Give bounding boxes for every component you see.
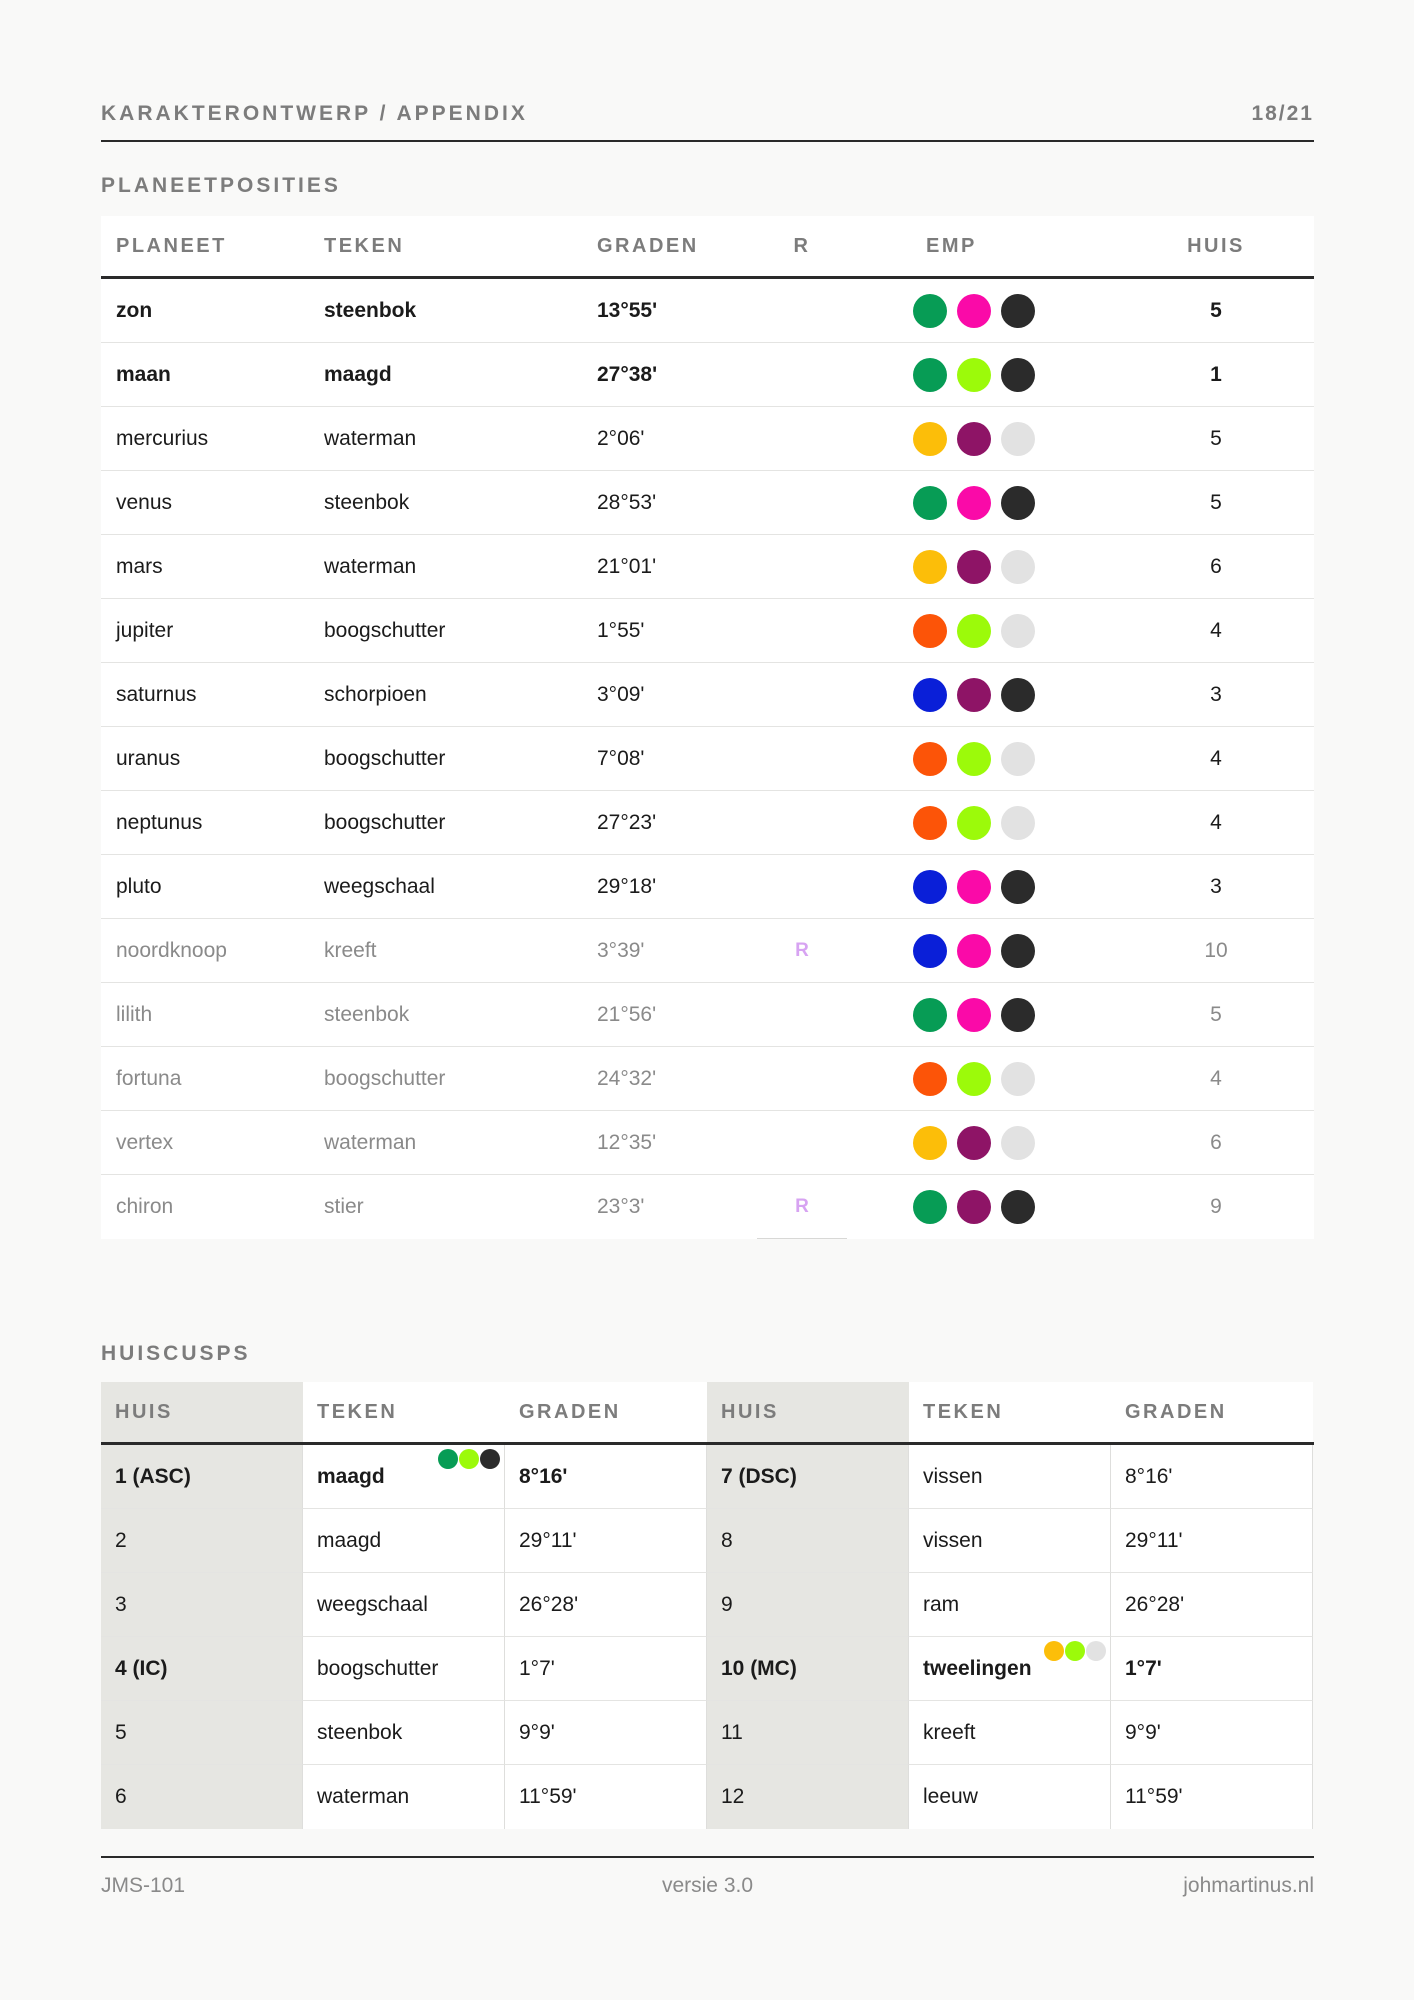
planet-degrees: 24°32' [597, 1066, 657, 1090]
planet-row [101, 471, 1314, 535]
emp-dot [1044, 1641, 1064, 1661]
house-sign-text: tweelingen [923, 1656, 1032, 1680]
planet-name: lilith [116, 1002, 153, 1026]
planet-house: 5 [1210, 298, 1222, 322]
emp-dot [957, 806, 991, 840]
planet-house: 5 [1210, 490, 1222, 514]
column-header-teken: TEKEN [324, 234, 405, 257]
emp-dot [1001, 998, 1035, 1032]
planet-row [101, 919, 1314, 983]
planet-house: 4 [1210, 810, 1222, 834]
planet-row [101, 791, 1314, 855]
house-sign [909, 1445, 1111, 1509]
retrograde-mark: R [795, 939, 809, 961]
house-row [101, 1509, 1314, 1573]
planet-sign: stier [324, 1195, 364, 1218]
retrograde-cell [757, 1047, 847, 1110]
emp-cell [913, 407, 1035, 470]
planet-name: uranus [116, 746, 181, 770]
retrograde-mark: R [795, 1196, 809, 1217]
emp-dot [913, 614, 947, 648]
planet-sign: weegschaal [324, 874, 435, 898]
planet-name: vertex [116, 1130, 174, 1154]
emp-mini-dots [438, 1449, 500, 1469]
planet-sign: waterman [324, 1130, 417, 1154]
emp-cell [913, 471, 1035, 534]
house-number: 7 (DSC) [707, 1445, 909, 1509]
emp-dot [1001, 806, 1035, 840]
house-row [101, 1701, 1314, 1765]
house-number: 8 [707, 1509, 909, 1573]
column-header-teken: TEKEN [303, 1382, 505, 1442]
emp-dots [913, 614, 1035, 648]
planet-sign: boogschutter [324, 746, 446, 770]
emp-cell [913, 279, 1035, 342]
house-sign [303, 1445, 505, 1509]
emp-dot [913, 998, 947, 1032]
footer-version: versie 3.0 [661, 1874, 754, 1897]
retrograde-cell [757, 983, 847, 1046]
retrograde-cell [757, 599, 847, 662]
planet-row [101, 1047, 1314, 1111]
emp-dot [913, 742, 947, 776]
emp-dot [913, 486, 947, 520]
emp-dot [913, 870, 947, 904]
planet-house: 3 [1210, 874, 1222, 898]
emp-dot [957, 358, 991, 392]
house-number: 10 (MC) [707, 1637, 909, 1701]
emp-dot [957, 422, 991, 456]
page-footer [101, 1856, 1314, 1897]
retrograde-cell [757, 855, 847, 918]
planet-row [101, 279, 1314, 343]
house-degrees: 1°7' [505, 1637, 707, 1701]
house-sign [303, 1573, 505, 1637]
house-sign-text: vissen [923, 1464, 983, 1488]
house-sign-text: weegschaal [317, 1592, 428, 1616]
planet-house: 3 [1210, 682, 1222, 706]
emp-dot [1001, 742, 1035, 776]
planet-row [101, 535, 1314, 599]
emp-cell [913, 535, 1035, 598]
column-header-planeet: PLANEET [116, 234, 227, 257]
emp-dots [913, 998, 1035, 1032]
emp-dots [913, 1062, 1035, 1096]
emp-dot [1001, 614, 1035, 648]
house-number: 1 (ASC) [101, 1445, 303, 1509]
column-header-huis: HUIS [101, 1382, 303, 1442]
planet-degrees: 28°53' [597, 490, 657, 514]
house-number: 3 [101, 1573, 303, 1637]
emp-dot [913, 1126, 947, 1160]
house-row [101, 1573, 1314, 1637]
planet-row [101, 983, 1314, 1047]
emp-cell [913, 727, 1035, 790]
emp-dot [459, 1449, 479, 1469]
emp-dot [1001, 1062, 1035, 1096]
house-number: 2 [101, 1509, 303, 1573]
planet-sign: waterman [324, 554, 417, 578]
emp-dot [957, 1190, 991, 1224]
emp-dot [1001, 870, 1035, 904]
planet-house: 1 [1210, 362, 1222, 386]
page-header [101, 98, 1314, 142]
emp-cell [913, 919, 1035, 982]
house-sign-text: maagd [317, 1528, 382, 1552]
house-sign-text: boogschutter [317, 1656, 439, 1680]
house-cusps-table [101, 1382, 1314, 1829]
emp-dot [913, 1062, 947, 1096]
emp-dot [957, 742, 991, 776]
emp-dot [913, 1190, 947, 1224]
emp-dot [957, 870, 991, 904]
planet-house: 4 [1210, 746, 1222, 770]
planet-degrees: 21°56' [597, 1002, 657, 1026]
retrograde-cell [757, 471, 847, 534]
planet-sign: waterman [324, 426, 417, 450]
house-sign [303, 1637, 505, 1701]
emp-dot [1001, 934, 1035, 968]
house-sign [909, 1637, 1111, 1701]
emp-dots [913, 870, 1035, 904]
planet-degrees: 3°39' [597, 938, 645, 962]
house-degrees: 11°59' [1111, 1765, 1313, 1829]
planet-sign: steenbok [324, 490, 410, 514]
house-sign [909, 1701, 1111, 1765]
planet-degrees: 23°3' [597, 1195, 645, 1218]
planets-section-title: PLANEETPOSITIES [101, 174, 341, 197]
planet-house: 10 [1204, 938, 1228, 962]
planet-house: 5 [1210, 426, 1222, 450]
house-degrees: 8°16' [1111, 1445, 1313, 1509]
house-number: 12 [707, 1765, 909, 1829]
emp-dots [913, 1126, 1035, 1160]
emp-dot [1001, 422, 1035, 456]
planet-degrees: 3°09' [597, 682, 645, 706]
houses-section-title: HUISCUSPS [101, 1342, 251, 1365]
house-degrees: 1°7' [1111, 1637, 1313, 1701]
planet-row [101, 1175, 1314, 1239]
house-degrees: 8°16' [505, 1445, 707, 1509]
house-sign [303, 1765, 505, 1829]
planet-name: chiron [116, 1195, 174, 1218]
retrograde-cell [757, 279, 847, 342]
emp-mini-dots [1044, 1641, 1106, 1661]
planet-name: venus [116, 490, 173, 514]
emp-dot [913, 934, 947, 968]
emp-cell [913, 791, 1035, 854]
planet-sign: steenbok [324, 298, 417, 322]
planet-row [101, 1111, 1314, 1175]
emp-dot [957, 486, 991, 520]
house-degrees: 26°28' [505, 1573, 707, 1637]
planet-sign: kreeft [324, 938, 377, 962]
planet-name: mars [116, 554, 163, 578]
house-number: 6 [101, 1765, 303, 1829]
emp-dots [913, 486, 1035, 520]
planet-house: 4 [1210, 618, 1222, 642]
emp-dots [913, 1190, 1035, 1224]
house-degrees: 11°59' [505, 1765, 707, 1829]
emp-cell [913, 1111, 1035, 1174]
emp-dot [1001, 294, 1035, 328]
planet-sign: boogschutter [324, 1066, 446, 1090]
planet-name: zon [116, 298, 153, 322]
emp-dot [957, 550, 991, 584]
planet-house: 6 [1210, 554, 1222, 578]
planet-degrees: 12°35' [597, 1130, 657, 1154]
planet-degrees: 2°06' [597, 426, 645, 450]
retrograde-cell [757, 343, 847, 406]
planet-degrees: 27°23' [597, 810, 657, 834]
column-header-huis: HUIS [1187, 234, 1245, 257]
house-table-header [101, 1382, 1314, 1445]
planet-sign: boogschutter [324, 810, 446, 834]
retrograde-cell [757, 1111, 847, 1174]
house-row [101, 1765, 1314, 1829]
emp-cell [913, 663, 1035, 726]
retrograde-cell [757, 1175, 847, 1239]
planet-degrees: 29°18' [597, 874, 657, 898]
house-sign-text: leeuw [923, 1785, 978, 1808]
page [101, 0, 1314, 2000]
emp-dot [913, 294, 947, 328]
document-title: KARAKTERONTWERP / APPENDIX [101, 102, 528, 125]
planet-row [101, 727, 1314, 791]
emp-dot [957, 1126, 991, 1160]
planet-house: 5 [1210, 1002, 1222, 1026]
planet-name: neptunus [116, 810, 203, 834]
column-header-graden: GRADEN [505, 1382, 707, 1442]
column-header-teken: TEKEN [909, 1382, 1111, 1442]
emp-dot [957, 678, 991, 712]
emp-dot [1001, 1190, 1035, 1224]
planet-positions-table [101, 216, 1314, 1239]
house-sign-text: maagd [317, 1464, 385, 1488]
house-number: 5 [101, 1701, 303, 1765]
emp-dots [913, 550, 1035, 584]
emp-dot [1086, 1641, 1106, 1661]
planet-row [101, 663, 1314, 727]
planet-name: maan [116, 362, 171, 386]
planet-degrees: 1°55' [597, 618, 645, 642]
emp-dot [438, 1449, 458, 1469]
planet-name: fortuna [116, 1066, 182, 1090]
emp-dot [913, 678, 947, 712]
emp-dot [957, 934, 991, 968]
house-sign [909, 1765, 1111, 1829]
emp-dot [957, 294, 991, 328]
planet-degrees: 13°55' [597, 298, 658, 322]
emp-cell [913, 855, 1035, 918]
emp-dots [913, 806, 1035, 840]
emp-dot [1001, 550, 1035, 584]
column-header-graden: GRADEN [597, 234, 699, 257]
planet-row [101, 407, 1314, 471]
retrograde-cell [757, 791, 847, 854]
footer-code: JMS-101 [101, 1874, 186, 1897]
emp-cell [913, 1047, 1035, 1110]
emp-dots [913, 678, 1035, 712]
emp-cell [913, 343, 1035, 406]
emp-dot [1001, 1126, 1035, 1160]
emp-dot [913, 806, 947, 840]
house-degrees: 29°11' [505, 1509, 707, 1573]
planet-row [101, 599, 1314, 663]
column-header-emp: EMP [926, 234, 977, 257]
retrograde-cell [757, 663, 847, 726]
retrograde-cell [757, 919, 847, 982]
emp-cell [913, 1175, 1035, 1239]
emp-dot [1001, 678, 1035, 712]
house-degrees: 29°11' [1111, 1509, 1313, 1573]
planet-row [101, 343, 1314, 407]
retrograde-cell [757, 535, 847, 598]
column-header-r: R [793, 234, 811, 257]
house-row [101, 1445, 1314, 1509]
planet-name: mercurius [116, 426, 209, 450]
retrograde-cell [757, 727, 847, 790]
house-sign-text: waterman [317, 1785, 410, 1808]
column-header-huis: HUIS [707, 1382, 909, 1442]
planet-house: 6 [1210, 1130, 1222, 1154]
planet-degrees: 27°38' [597, 362, 658, 386]
house-number: 9 [707, 1573, 909, 1637]
planet-name: pluto [116, 874, 162, 898]
emp-cell [913, 983, 1035, 1046]
footer-website: johmartinus.nl [1183, 1874, 1314, 1897]
emp-dots [913, 294, 1035, 328]
emp-dot [913, 550, 947, 584]
house-degrees: 9°9' [505, 1701, 707, 1765]
emp-dot [957, 1062, 991, 1096]
planet-name: saturnus [116, 682, 197, 706]
emp-dots [913, 422, 1035, 456]
page-number: 18/21 [1251, 102, 1314, 125]
emp-dot [957, 998, 991, 1032]
emp-dot [1001, 486, 1035, 520]
planet-sign: maagd [324, 362, 392, 386]
emp-dot [1001, 358, 1035, 392]
emp-dot [957, 614, 991, 648]
retrograde-underline [757, 1238, 847, 1239]
house-sign [303, 1509, 505, 1573]
emp-cell [913, 599, 1035, 662]
planet-name: jupiter [116, 618, 174, 642]
house-sign [909, 1573, 1111, 1637]
house-number: 4 (IC) [101, 1637, 303, 1701]
emp-dots [913, 742, 1035, 776]
planet-sign: boogschutter [324, 618, 446, 642]
emp-dots [913, 358, 1035, 392]
emp-dot [480, 1449, 500, 1469]
emp-dots [913, 934, 1035, 968]
house-number: 11 [707, 1701, 909, 1765]
planet-degrees: 21°01' [597, 554, 657, 578]
planet-house: 4 [1210, 1066, 1222, 1090]
house-sign-text: vissen [923, 1528, 983, 1552]
house-sign-text: steenbok [317, 1720, 403, 1744]
emp-dot [1065, 1641, 1085, 1661]
emp-dot [913, 422, 947, 456]
planet-row [101, 855, 1314, 919]
planet-name: noordknoop [116, 938, 227, 962]
planet-degrees: 7°08' [597, 746, 645, 770]
house-sign [909, 1509, 1111, 1573]
house-sign-text: kreeft [923, 1720, 976, 1744]
column-header-graden: GRADEN [1111, 1382, 1313, 1442]
planet-house: 9 [1210, 1195, 1222, 1218]
planet-table-header [101, 216, 1314, 279]
house-degrees: 26°28' [1111, 1573, 1313, 1637]
retrograde-cell [757, 407, 847, 470]
planet-sign: schorpioen [324, 682, 427, 706]
house-sign-text: ram [923, 1592, 960, 1616]
house-sign [303, 1701, 505, 1765]
emp-dot [913, 358, 947, 392]
planet-sign: steenbok [324, 1002, 410, 1026]
house-row [101, 1637, 1314, 1701]
house-degrees: 9°9' [1111, 1701, 1313, 1765]
